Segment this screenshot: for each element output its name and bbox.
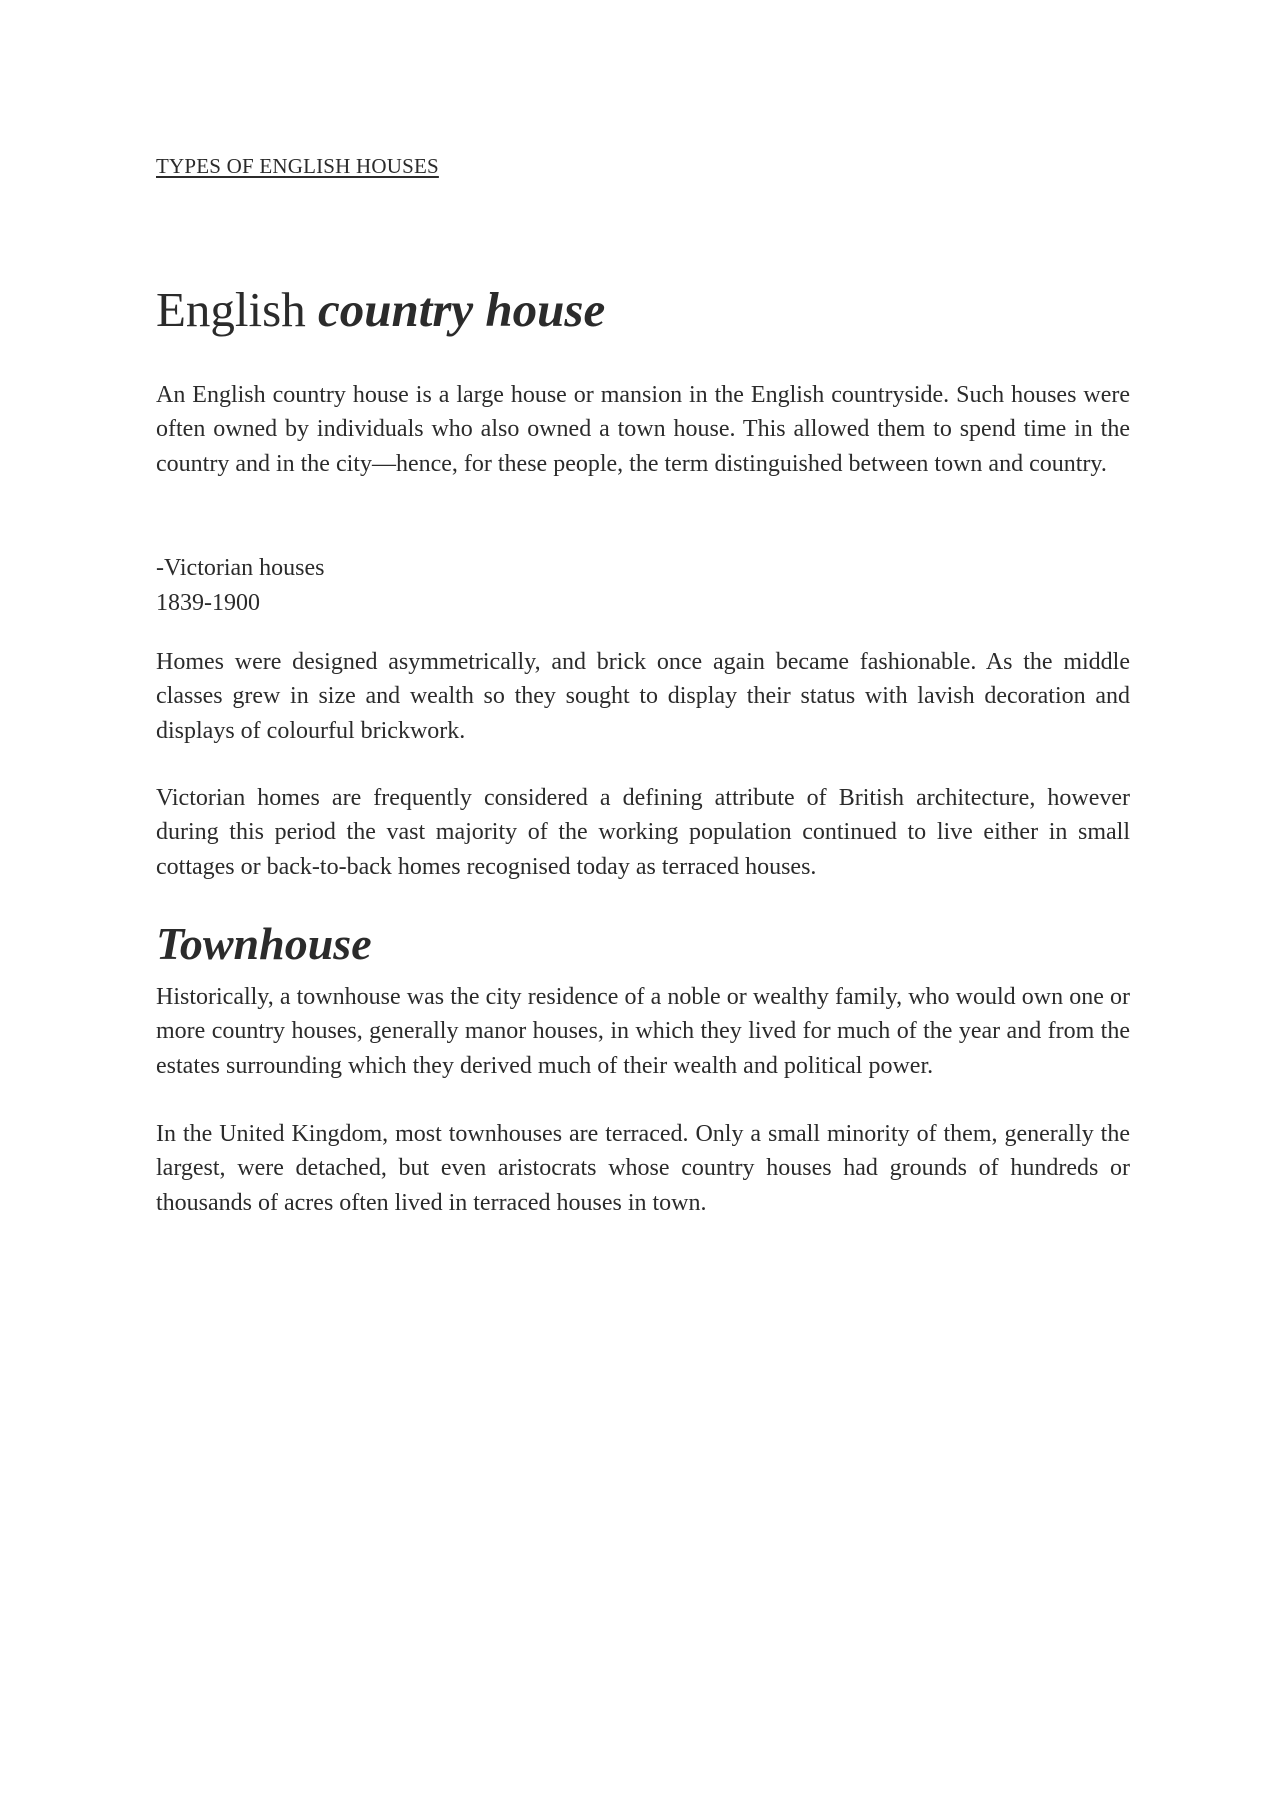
section-heading-country-house <box>156 280 605 340</box>
paragraph-townhouse-history: Historically, a townhouse was the city residence of a noble or wealthy family, who would own one or more country houses, generally manor houses, in which they lived for much of the year and from the estates surrounding which they derived much of their wealth and political power. <box>156 984 1130 1079</box>
victorian-period-dates: 1839-1900 <box>156 590 260 616</box>
paragraph-victorian-homes: Victorian homes are frequently considered a defining attribute of British architecture, however during this period the vast majority of the working population continued to live either in small cottages or back-to-back homes recognised today as terraced houses. <box>156 785 1130 880</box>
paragraph-townhouse-uk: In the United Kingdom, most townhouses are terraced. Only a small minority of them, generally the largest, were detached, but even aristocrats whose country houses had grounds of hundreds or thousands of acres often lived in terraced houses in town. <box>156 1121 1130 1216</box>
subheading-victorian-houses: -Victorian houses <box>156 555 325 581</box>
heading-plain-text: English <box>156 282 318 337</box>
heading-emphasis-text: country house <box>317 282 606 337</box>
section-heading-townhouse: Townhouse <box>156 918 372 969</box>
document-title: TYPES OF ENGLISH HOUSES <box>156 154 439 178</box>
paragraph-victorian-design: Homes were designed asymmetrically, and brick once again became fashionable. As the middle classes grew in size and wealth so they sought to display their status with lavish decoration and displays of colourful brickwork. <box>156 649 1130 744</box>
paragraph-country-house-intro: An English country house is a large house or mansion in the English countryside. Such houses were often owned by individuals who also owned a town house. This allowed them to spend time in the country and in the city—hence, for these people, the term distinguished between town and country. <box>156 382 1130 477</box>
